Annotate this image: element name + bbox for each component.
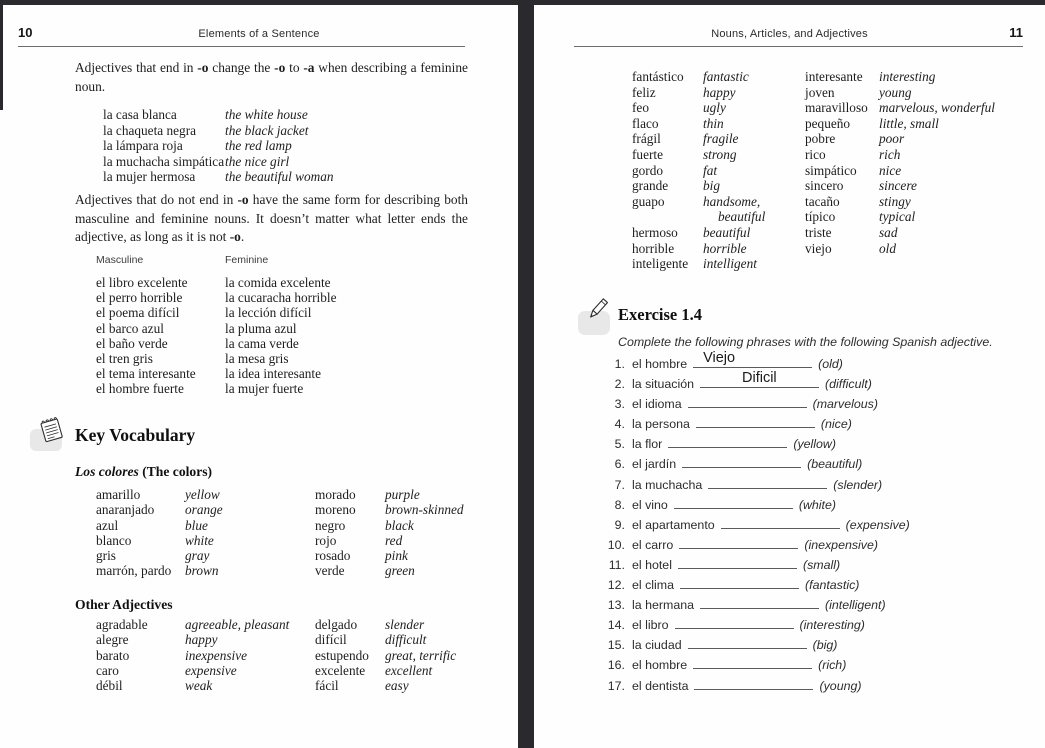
- spanish-word: frágil: [632, 131, 661, 147]
- spanish-word: sincero: [805, 178, 844, 194]
- spanish-word: débil: [96, 678, 123, 694]
- spanish-word: pobre: [805, 131, 836, 147]
- item-number: 9.: [614, 517, 625, 532]
- left-page: [0, 5, 518, 748]
- answer-field[interactable]: [700, 370, 819, 388]
- vocab-row: [96, 518, 464, 533]
- exercise-item: [596, 536, 910, 556]
- gender-comparison-table: [96, 254, 336, 397]
- feminine-examples-list: [103, 107, 334, 185]
- running-head: Nouns, Articles, and Adjectives: [711, 28, 868, 40]
- item-phrase: el hotel: [632, 557, 672, 572]
- spanish-word: guapo: [632, 193, 665, 209]
- item-hint: (difficult): [825, 377, 872, 392]
- english-word: beautiful: [703, 224, 751, 240]
- example-row: [103, 154, 334, 170]
- exercise-item: [596, 556, 910, 576]
- english-word: happy: [703, 84, 736, 100]
- vocab-row: [96, 678, 456, 693]
- spanish-word: excelente: [315, 662, 366, 678]
- item-hint: (old): [818, 357, 843, 371]
- english-word: slender: [385, 617, 425, 632]
- item-hint: (slender): [833, 477, 883, 492]
- spanish-word: morado: [315, 487, 356, 502]
- english-word: typical: [879, 209, 916, 225]
- english-word: brown: [185, 563, 219, 579]
- answer-field[interactable]: [675, 616, 794, 629]
- english-word: little, small: [879, 115, 939, 131]
- masculine-header: Masculine: [96, 254, 144, 266]
- masculine-cell: el barco azul: [96, 320, 164, 336]
- table-row: [96, 366, 336, 381]
- item-phrase: el clima: [632, 578, 674, 593]
- english-word: big: [703, 178, 720, 194]
- feminine-cell: la cucaracha horrible: [225, 290, 337, 306]
- answer-field[interactable]: [682, 455, 801, 468]
- item-phrase: el hombre: [632, 357, 688, 371]
- colors-subheading: Los colores (The colors): [75, 464, 213, 479]
- spanish-word: marrón, pardo: [96, 563, 172, 579]
- viewer-edge-strip: [0, 0, 3, 110]
- english-word: yellow: [185, 487, 220, 502]
- vocab-row: [96, 487, 464, 502]
- example-row: [103, 138, 334, 154]
- exercise-title: Exercise 1.4: [618, 305, 703, 324]
- spanish-word: [632, 209, 703, 225]
- colors-vocab-table: [96, 487, 464, 579]
- spanish-word: inteligente: [632, 256, 689, 272]
- answer-field[interactable]: [696, 415, 815, 428]
- masculine-cell: el poema difícil: [96, 305, 180, 321]
- english-word: blue: [185, 517, 208, 533]
- item-phrase: la persona: [632, 417, 690, 432]
- item-phrase: el idioma: [632, 397, 682, 412]
- exercise-item: [596, 576, 910, 596]
- table-headers: [96, 254, 336, 266]
- key-vocabulary-title: Key Vocabulary: [75, 425, 196, 445]
- item-number: 8.: [614, 497, 625, 512]
- spanish-word: triste: [805, 224, 832, 240]
- spanish-word: estupendo: [315, 647, 369, 663]
- item-hint: (small): [802, 557, 841, 572]
- vocab-row: [96, 563, 464, 578]
- english-word: stingy: [879, 193, 911, 209]
- english-word: easy: [385, 678, 409, 694]
- item-hint: (yellow): [793, 437, 836, 452]
- item-number: 14.: [607, 618, 625, 633]
- spanish-word: joven: [805, 84, 835, 100]
- item-hint: (intelligent): [825, 598, 886, 613]
- rule-paragraph: Adjectives that do not end in -o have the same form for describing both masculine and feminine nouns. It doesn’t matter what letter ends the adjective, as long as it is not -o.: [75, 192, 469, 245]
- vocab-row: [632, 163, 995, 179]
- spanish-word: tacaño: [805, 193, 840, 209]
- english-translation: the beautiful woman: [225, 169, 334, 185]
- english-word: thin: [703, 115, 724, 131]
- english-word: young: [879, 84, 912, 100]
- vocab-row: [96, 533, 464, 548]
- feminine-cell: la mesa gris: [225, 351, 289, 367]
- exercise-item: [596, 476, 910, 496]
- vocab-row: [632, 209, 995, 225]
- running-head: Elements of a Sentence: [198, 28, 320, 40]
- item-hint: (fantastic): [805, 578, 860, 593]
- exercise-item: [596, 455, 910, 475]
- english-word: rich: [879, 146, 901, 162]
- english-word: great, terrific: [385, 647, 457, 663]
- spanish-word: azul: [96, 517, 119, 533]
- english-word: old: [879, 240, 896, 256]
- exercise-instruction: Complete the following phrases with the following Spanish adjective.: [618, 335, 993, 349]
- spanish-word: gordo: [632, 162, 664, 178]
- other-adjectives-table: [96, 617, 456, 693]
- item-hint: (rich): [818, 658, 847, 673]
- exercise-item: [596, 616, 910, 636]
- spanish-word: delgado: [315, 617, 358, 632]
- item-number: 7.: [614, 477, 625, 492]
- answer-field[interactable]: [721, 516, 840, 529]
- spanish-word: barato: [96, 647, 130, 663]
- item-phrase: la flor: [632, 437, 663, 452]
- item-hint: (beautiful): [807, 457, 863, 472]
- exercise-item: [596, 516, 910, 536]
- english-word: excellent: [385, 662, 433, 678]
- item-hint: (nice): [820, 417, 852, 432]
- answer-field[interactable]: [678, 556, 797, 569]
- item-number: 11.: [608, 557, 625, 572]
- vocab-row: [96, 548, 464, 563]
- english-word: sincere: [879, 178, 917, 194]
- vocab-row: [96, 502, 464, 517]
- english-translation: the white house: [225, 107, 308, 122]
- right-page: [534, 5, 1045, 748]
- page-number: 10: [18, 25, 33, 40]
- english-word: ugly: [703, 100, 726, 116]
- english-word: marvelous, wonderful: [879, 100, 995, 116]
- vocab-row: [632, 241, 995, 257]
- masculine-cell: el baño verde: [96, 335, 168, 351]
- adjectives-vocab-table: [632, 69, 995, 272]
- exercise-item: [596, 496, 910, 516]
- spanish-word: maravilloso: [805, 100, 868, 116]
- exercise-item: [596, 370, 910, 395]
- vocab-row: [632, 225, 995, 241]
- header-rule: [574, 46, 1023, 47]
- spanish-word: agradable: [96, 617, 148, 632]
- table-row: [96, 336, 336, 351]
- feminine-header: Feminine: [225, 254, 269, 266]
- item-phrase: el carro: [632, 537, 674, 552]
- english-word: difficult: [385, 632, 427, 648]
- spanish-word: negro: [315, 517, 346, 533]
- spanish-word: feo: [632, 100, 649, 116]
- english-word: fantastic: [703, 69, 749, 84]
- spanish-word: [805, 256, 879, 272]
- english-word: brown-skinned: [385, 502, 464, 518]
- feminine-cell: la cama verde: [225, 335, 299, 351]
- english-word: handsome,: [703, 193, 761, 209]
- masculine-cell: el tema interesante: [96, 366, 196, 382]
- table-row: [96, 381, 336, 396]
- masculine-cell: el libro excelente: [96, 275, 188, 290]
- exercise-item: [596, 415, 910, 435]
- spanish-word: interesante: [805, 69, 863, 84]
- item-number: 6.: [614, 457, 625, 472]
- english-word: orange: [185, 502, 223, 518]
- item-phrase: la ciudad: [632, 638, 682, 653]
- english-word: agreeable, pleasant: [185, 617, 290, 632]
- english-translation: the nice girl: [225, 153, 290, 169]
- item-phrase: el dentista: [632, 678, 689, 693]
- english-word: purple: [385, 487, 420, 502]
- english-word: interesting: [879, 69, 936, 84]
- feminine-cell: la lección difícil: [225, 305, 312, 321]
- exercise-item: [596, 395, 910, 415]
- english-word: beautiful: [718, 209, 766, 225]
- feminine-cell: la pluma azul: [225, 320, 297, 336]
- item-hint: (young): [819, 678, 862, 693]
- exercise-item: [596, 656, 910, 676]
- item-hint: (expensive): [845, 517, 910, 532]
- english-word: happy: [185, 632, 218, 648]
- vocab-row: [632, 147, 995, 163]
- vocab-row: [632, 69, 995, 85]
- spanish-word: fuerte: [632, 146, 664, 162]
- spanish-word: rojo: [315, 532, 337, 548]
- spanish-word: rico: [805, 146, 826, 162]
- table-row: [96, 321, 336, 336]
- feminine-cell: la comida excelente: [225, 275, 331, 290]
- item-phrase: el apartamento: [632, 517, 715, 532]
- vocab-row: [632, 178, 995, 194]
- masculine-cell: el tren gris: [96, 351, 153, 367]
- vocab-row: [632, 194, 995, 210]
- item-number: 16.: [607, 658, 625, 673]
- notepad-icon: [34, 414, 68, 446]
- answer-text: Viejo: [703, 350, 736, 366]
- vocab-row: [632, 100, 995, 116]
- item-number: 5.: [614, 437, 625, 452]
- item-number: 15.: [607, 638, 625, 653]
- table-row: [96, 290, 336, 305]
- spanish-word: grande: [632, 178, 669, 194]
- spanish-word: pequeño: [805, 115, 851, 131]
- item-phrase: la hermana: [632, 598, 694, 613]
- spanish-word: difícil: [315, 632, 347, 648]
- spanish-word: moreno: [315, 502, 356, 518]
- english-translation: the black jacket: [225, 122, 309, 138]
- spanish-word: verde: [315, 563, 345, 579]
- item-hint: (marvelous): [812, 397, 879, 412]
- vocab-row: [96, 632, 456, 647]
- item-number: 1.: [614, 357, 625, 371]
- spanish-phrase: la lámpara roja: [103, 138, 183, 154]
- key-vocabulary-section-head: [28, 413, 278, 457]
- page-number: 11: [1009, 25, 1023, 40]
- exercise-item: [596, 677, 910, 697]
- item-number: 4.: [614, 417, 625, 432]
- vocab-row: [96, 663, 456, 678]
- answer-field[interactable]: [679, 536, 798, 549]
- item-number: 10.: [607, 537, 625, 552]
- spanish-word: típico: [805, 209, 836, 225]
- english-word: intelligent: [703, 256, 757, 272]
- answer-field[interactable]: [694, 677, 813, 690]
- exercise-item: [596, 596, 910, 616]
- spanish-word: caro: [96, 662, 119, 678]
- answer-field[interactable]: [680, 576, 799, 589]
- english-word: fat: [703, 162, 718, 178]
- pencil-icon: [580, 293, 614, 327]
- feminine-cell: la mujer fuerte: [225, 381, 304, 397]
- feminine-cell: la idea interesante: [225, 366, 321, 382]
- answer-field[interactable]: [708, 476, 827, 489]
- spanish-word: feliz: [632, 84, 656, 100]
- item-hint: (interesting): [799, 618, 865, 633]
- item-number: 2.: [614, 377, 625, 392]
- spanish-word: rosado: [315, 548, 351, 564]
- item-hint: (white): [798, 497, 837, 512]
- spanish-phrase: la mujer hermosa: [103, 169, 196, 185]
- spanish-word: flaco: [632, 115, 659, 131]
- item-phrase: el libro: [632, 618, 669, 633]
- english-word: sad: [879, 224, 898, 240]
- spanish-word: fácil: [315, 678, 339, 694]
- item-number: 3.: [614, 397, 625, 412]
- table-row: [96, 351, 336, 366]
- vocab-row: [632, 116, 995, 132]
- item-number: 12.: [607, 578, 625, 593]
- other-adjectives-subheading: Other Adjectives: [75, 597, 173, 612]
- header-rule: [18, 46, 465, 47]
- answer-field[interactable]: [688, 636, 807, 649]
- table-row: [96, 305, 336, 320]
- table-row: [96, 275, 336, 290]
- answer-field[interactable]: [668, 435, 787, 448]
- english-word: strong: [703, 146, 737, 162]
- spanish-word: amarillo: [96, 487, 141, 502]
- masculine-cell: el perro horrible: [96, 290, 183, 306]
- item-phrase: la muchacha: [632, 477, 703, 492]
- item-phrase: el vino: [632, 497, 668, 512]
- english-word: poor: [879, 131, 905, 147]
- exercise-item-list: [596, 350, 910, 697]
- spanish-word: simpático: [805, 162, 857, 178]
- spanish-word: viejo: [805, 240, 832, 256]
- english-word: expensive: [185, 662, 237, 678]
- item-number: 17.: [607, 678, 625, 693]
- spanish-word: alegre: [96, 632, 129, 648]
- english-word: red: [385, 532, 403, 548]
- english-translation: the red lamp: [225, 138, 292, 154]
- example-row: [103, 107, 334, 123]
- english-word: nice: [879, 162, 902, 178]
- vocab-row: [632, 131, 995, 147]
- answer-field[interactable]: [700, 596, 819, 609]
- english-word: inexpensive: [185, 647, 248, 663]
- exercise-item: [596, 636, 910, 656]
- example-row: [103, 169, 334, 185]
- english-word: weak: [185, 678, 213, 694]
- item-phrase: el jardín: [632, 457, 677, 472]
- spanish-phrase: la casa blanca: [103, 107, 177, 122]
- answer-text: Dificil: [742, 370, 777, 387]
- spanish-phrase: la muchacha simpática: [103, 153, 225, 169]
- vocab-row: [96, 648, 456, 663]
- spanish-word: fantástico: [632, 69, 684, 84]
- intro-paragraph: Adjectives that end in -o change the -o to -a when describing a feminine noun.: [75, 60, 468, 94]
- item-hint: (inexpensive): [804, 537, 879, 552]
- vocab-row: [632, 256, 995, 272]
- item-hint: (big): [812, 638, 838, 653]
- english-word: black: [385, 517, 414, 533]
- spanish-word: blanco: [96, 532, 132, 548]
- item-phrase: la situación: [632, 377, 694, 392]
- english-word: pink: [385, 548, 408, 564]
- english-word: horrible: [703, 240, 747, 256]
- english-word: green: [385, 563, 415, 579]
- vocab-row: [632, 85, 995, 101]
- vocab-row: [96, 617, 456, 632]
- english-word: white: [185, 532, 214, 548]
- answer-field[interactable]: [688, 395, 807, 408]
- english-word: fragile: [703, 131, 739, 147]
- item-number: 13.: [607, 598, 625, 613]
- answer-field[interactable]: [693, 350, 812, 368]
- spanish-word: anaranjado: [96, 502, 155, 518]
- masculine-cell: el hombre fuerte: [96, 381, 184, 397]
- spanish-word: gris: [96, 548, 116, 564]
- spanish-word: horrible: [632, 240, 675, 256]
- english-word: gray: [185, 548, 210, 564]
- example-row: [103, 123, 334, 139]
- answer-field[interactable]: [674, 496, 793, 509]
- item-phrase: el hombre: [632, 658, 688, 673]
- exercise-item: [596, 435, 910, 455]
- spanish-word: hermoso: [632, 224, 678, 240]
- answer-field[interactable]: [693, 656, 812, 669]
- spanish-phrase: la chaqueta negra: [103, 122, 197, 138]
